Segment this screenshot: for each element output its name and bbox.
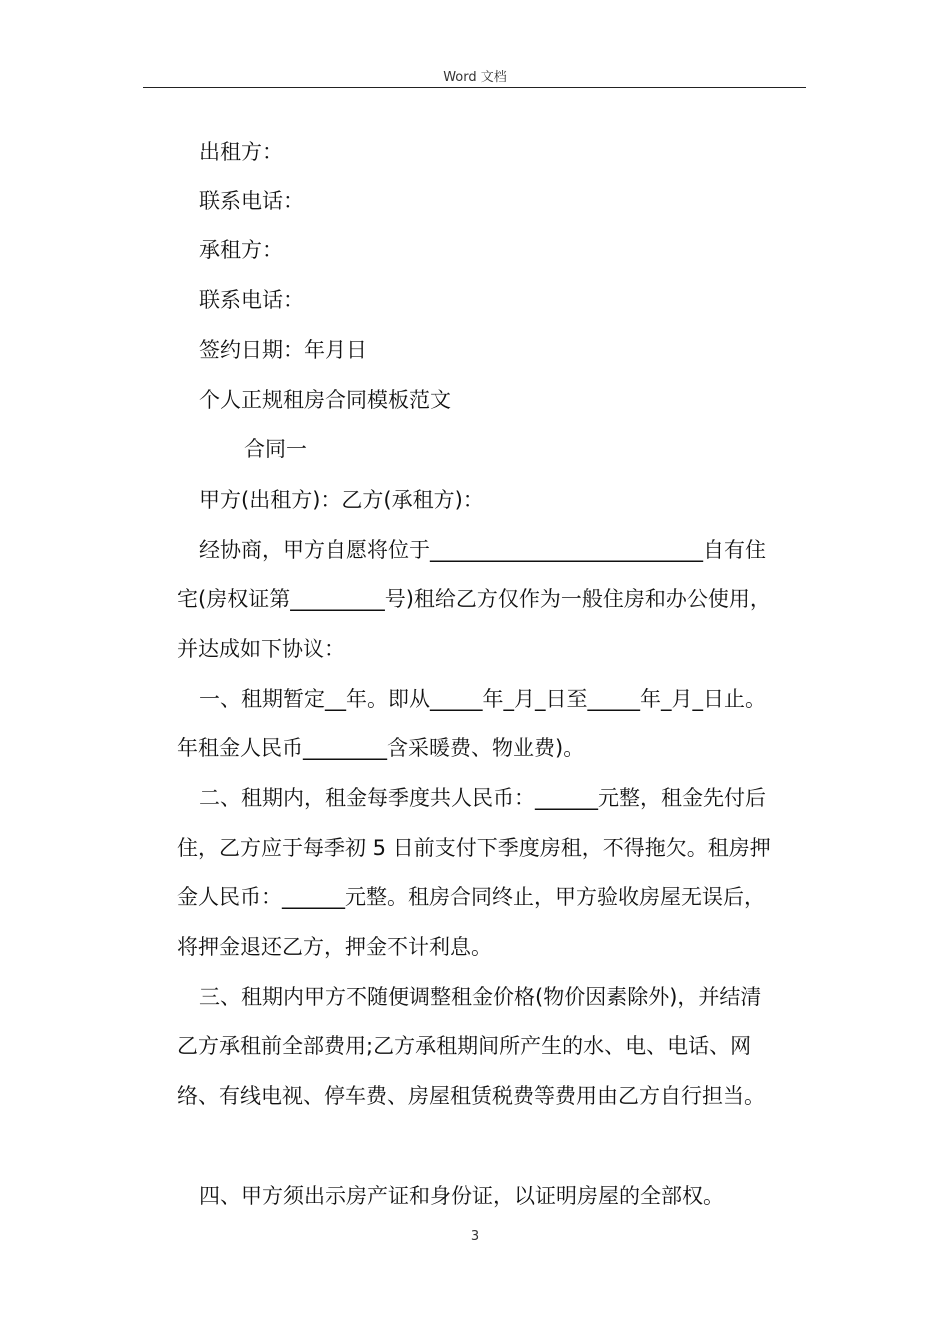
paragraph-intro-line-2: 宅(房权证第_________号)租给乙方仅作为一般住房和办公使用，	[177, 587, 771, 611]
clause-1-line-1: 一、租期暂定__年。即从_____年_月_日至_____年_月_日止。	[199, 687, 766, 711]
sign-date-label: 签约日期：年月日	[199, 338, 367, 362]
lessor-label: 出租方：	[199, 140, 283, 164]
paragraph-intro-line-3: 并达成如下协议：	[177, 637, 345, 661]
clause-2-line-3: 金人民币：______元整。租房合同终止，甲方验收房屋无误后，	[177, 885, 765, 909]
lessor-phone-label: 联系电话：	[199, 189, 304, 213]
clause-1-line-2: 年租金人民币________含采暖费、物业费)。	[177, 736, 585, 760]
page-number: 3	[470, 1229, 480, 1244]
clause-4-line-1: 四、甲方须出示房产证和身份证，以证明房屋的全部权。	[199, 1184, 724, 1208]
parties-line: 甲方(出租方)：乙方(承租方)：	[199, 488, 484, 512]
clause-3-line-3: 络、有线电视、停车费、房屋租赁税费等费用由乙方自行担当。	[177, 1084, 765, 1108]
contract-heading: 合同一	[244, 437, 307, 461]
clause-3-line-2: 乙方承租前全部费用;乙方承租期间所产生的水、电、电话、网	[177, 1034, 752, 1058]
clause-3-line-1: 三、租期内甲方不随便调整租金价格(物价因素除外)，并结清	[199, 985, 762, 1009]
clause-2-line-4: 将押金退还乙方，押金不计利息。	[177, 935, 492, 959]
lessee-phone-label: 联系电话：	[199, 288, 304, 312]
clause-2-line-2: 住，乙方应于每季初 5 日前支付下季度房租，不得拖欠。租房押	[177, 836, 771, 860]
document-title: 个人正规租房合同模板范文	[199, 388, 451, 412]
lessee-label: 承租方：	[199, 238, 283, 262]
page-header: Word 文档	[443, 70, 507, 85]
header-rule	[143, 87, 806, 88]
clause-2-line-1: 二、租期内，租金每季度共人民币：______元整，租金先付后	[199, 786, 766, 810]
paragraph-intro-line-1: 经协商，甲方自愿将位于__________________________自有住	[199, 538, 766, 562]
